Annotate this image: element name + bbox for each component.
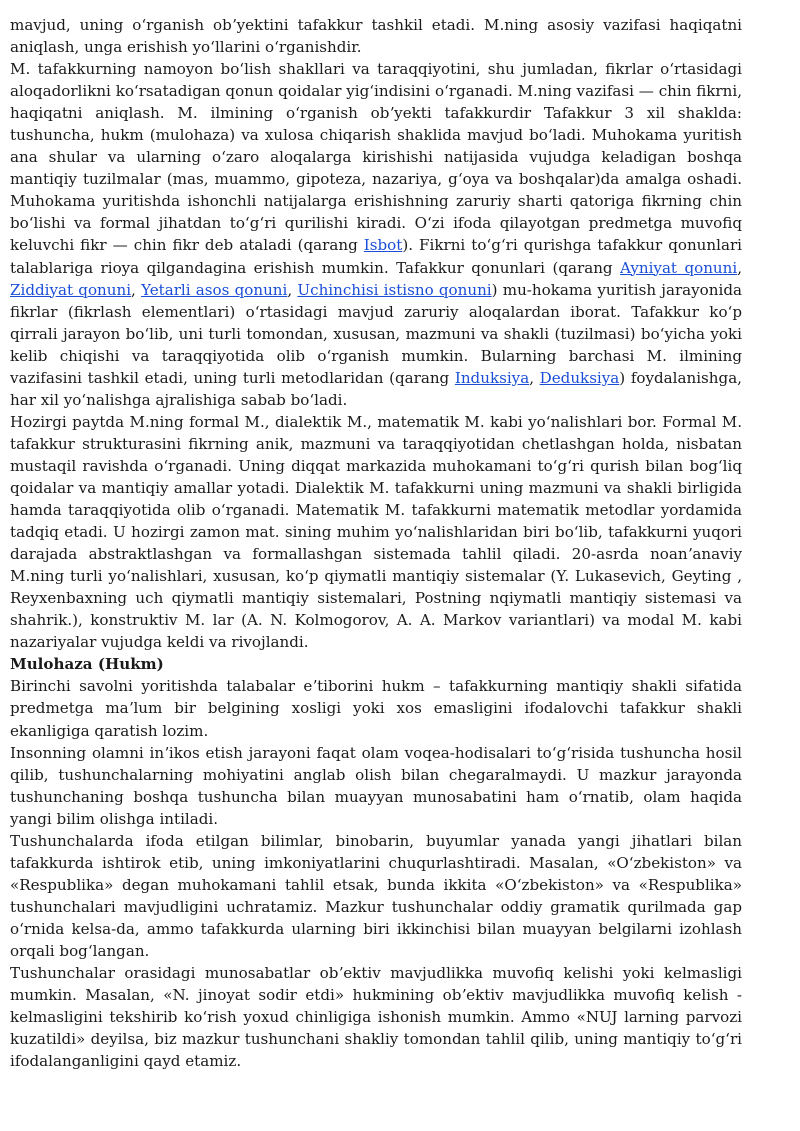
paragraph-concepts-example: Tushunchalarda ifoda etilgan bilimlar, binobarin, buyumlar yanada yangi jihatlari bilan tafakkurda ishtirok etib, uning imkoniyatlarini chuqurlashtiradi. Masalan, «Oʻzbekiston» va «Respublika» degan muhokamani tahlil etsak, bunda ikkita «Oʻzbekiston» va «Respublika» tushunchalari mavjudligini uchratamiz. Mazkur tushunchalar oddiy gramatik qurilmada gap oʻrnida kelsa-da, ammo tafakkurda ularning biri ikkinchisi bilan muayyan belgilarni izohlash orqali bogʻlangan. <box>10 831 742 960</box>
paragraph-judgment-intro: Birinchi savolni yoritishda talabalar eʼtiborini hukm – tafakkurning mantiqiy shakli sifatida predmetga maʼlum bir belgining xosligi yoki xos emasligini ifodalovchi tafakkur shakli ekanligiga qaratish lozim. <box>10 677 742 740</box>
document-page <box>10 14 742 1072</box>
link-ayniyat-qonuni[interactable]: Ayniyat qonuni <box>620 258 738 277</box>
link-deduksiya[interactable]: Deduksiya <box>539 368 620 387</box>
paragraph-reflection: Insonning olamni inʼikos etish jarayoni faqat olam voqea-hodisalari toʻgʻrisida tushuncha hosil qilib, tushunchalarning mohiyatini anglab olish bilan chegaralmaydi. U mazkur jarayonda tushunchaning boshqa tushuncha bilan muayyan munosabatini ham oʻrnatib, olam haqida yangi bilim olishga intiladi. <box>10 743 742 828</box>
text-segment: ) foydalanishga, har xil yoʻnalishga ajralishiga sabab boʻladi. <box>10 368 742 409</box>
separator: , <box>737 258 742 277</box>
link-uchinchisi-istisno-qonuni[interactable]: Uchinchisi istisno qonuni <box>297 280 492 299</box>
text-segment: M. tafakkurning namoyon boʻlish shakllari va taraqqiyotini, shu jumladan, fikrlar oʻrtasidagi aloqadorlikni koʻrsatadigan qonun qoidalar yigʻindisini oʻrganadi. M.ning vazifasi — chin fikrni, haqiqatni aniqlash. M. ilmining oʻrganish obʼyekti tafakkurdir Tafakkur 3 xil shaklda: tushuncha, hukm (mulohaza) va xulosa chiqarish shaklida mavjud boʻladi. Muhokama yuritish ana shular va ularning oʻzaro aloqalarga kirishishi natijasida vujudga keladigan boshqa mantiqiy tuzilmalar (mas, muammo, gipoteza, nazariya, gʻoya va boshqalar)da amalga oshadi. Muhokama yuritishda ishonchli natijalarga erishishning zaruriy sharti qatoriga fikrning chin boʻlishi va formal jihatdan toʻgʻri qurilishi kiradi. Oʻzi ifoda qilayotgan predmetga muvofiq keluvchi fikr — chin fikr deb ataladi (qarang <box>10 60 742 255</box>
paragraph-logic-definition <box>10 58 742 411</box>
link-induksiya[interactable]: Induksiya <box>454 368 530 387</box>
section-heading: Mulohaza (Hukm) <box>10 655 164 674</box>
separator: , <box>287 280 298 299</box>
link-yetarli-asos-qonuni[interactable]: Yetarli asos qonuni <box>141 280 288 299</box>
link-isbot[interactable]: Isbot <box>363 236 403 255</box>
separator: , <box>131 280 142 299</box>
link-ziddiyat-qonuni[interactable]: Ziddiyat qonuni <box>10 280 132 299</box>
paragraph-relations: Tushunchalar orasidagi munosabatlar obʼektiv mavjudlikka muvofiq kelishi yoki kelmasligi mumkin. Masalan, «N. jinoyat sodir etdi» hukmining obʼektiv mavjudlikka muvofiq kelish - kelmasligini tekshirib koʻrish yoxud chinligiga ishonish mumkin. Ammo «NUJ larning parvozi kuzatildi» deyilsa, biz mazkur tushunchani shakliy tomondan tahlil qilib, uning mantiqiy toʻgʻri ifodalanganligini qayd etamiz. <box>10 964 742 1071</box>
paragraph-logic-branches: Hozirgi paytda M.ning formal M., dialektik M., matematik M. kabi yoʻnalishlari bor. Formal M. tafakkur strukturasini fikrning anik, mazmuni va taraqqiyotidan chetlashgan holda, nisbatan mustaqil ravishda oʻrganadi. Uning diqqat markazida muhokamani toʻgʻri qurish bilan bogʻliq qoidalar va mantiqiy amallar yotadi. Dialektik M. tafakkurni uning mazmuni va shakli birligida hamda taraqqiyotida olib oʻrganadi. Matematik M. tafakkurni matematik metodlar yordamida tadqiq etadi. U hozirgi zamon mat. sining muhim yoʻnalishlaridan biri boʻlib, tafakkurni yuqori darajada abstraktlashgan va formallashgan sistemada tahlil qiladi. 20-asrda noanʼanaviy M.ning turli yoʻnalishlari, xususan, koʻp qiymatli mantiqiy sistemalar (Y. Lukasevich, Geyting , Reyxenbaxning uch qiymatli mantiqiy sistemalari, Postning nqiymatli mantiqiy sistemasi va shahrik.), konstruktiv M. lar (A. N. Kolmogorov, A. A. Markov variantlari) va modal M. kabi nazariyalar vujudga keldi va rivojlandi. <box>10 412 742 652</box>
text-segment: ) mu-hokama yuritish jarayonida fikrlar (fikrlash elementlari) oʻrtasidagi mavjud zaruriy aloqalardan iborat. Tafakkur koʻp qirrali jarayon boʻlib, uni turli tomondan, xususan, mazmuni va shakli (tuzilmasi) boʻyicha yoki kelib chiqishi va taraqqiyotida olib oʻrganish mumkin. Bularning barchasi M. ilmining vazifasini tashkil etadi, uning turli metodlaridan (qarang <box>10 280 742 387</box>
text-segment: ). Fikrni toʻgʻri qurishga tafakkur qonunlari talablariga rioya qilgandagina erishish mumkin. Tafakkur qonunlari (qarang <box>10 236 742 277</box>
separator: , <box>529 368 540 387</box>
paragraph-intro: mavjud, uning oʻrganish obʼyektini tafakkur tashkil etadi. M.ning asosiy vazifasi haqiqatni aniqlash, unga erishish yoʻllarini oʻrganishdir. <box>10 16 742 57</box>
